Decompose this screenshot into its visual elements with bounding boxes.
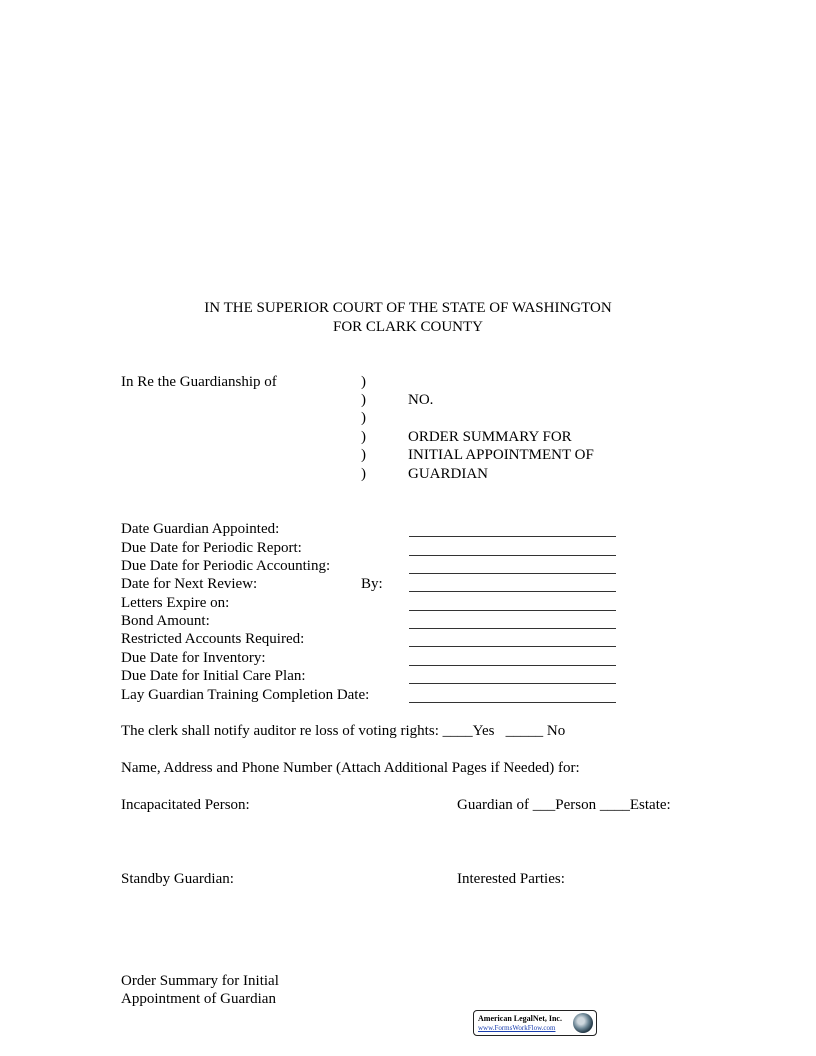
document-title-line: GUARDIAN — [408, 466, 488, 482]
guardian-of-label: Guardian of ___Person ____Estate: — [457, 797, 671, 813]
field-label-bond-amount: Bond Amount: — [121, 613, 210, 629]
caption-paren: ) — [361, 410, 366, 426]
blank-line-periodic-accounting[interactable] — [409, 573, 616, 574]
in-re-label: In Re the Guardianship of — [121, 374, 277, 390]
court-heading-line2: FOR CLARK COUNTY — [332, 319, 483, 335]
field-label-by: By: — [361, 576, 383, 592]
blank-line-bond-amount[interactable] — [409, 628, 616, 629]
field-label-training-date: Lay Guardian Training Completion Date: — [121, 687, 370, 703]
blank-line-training-date[interactable] — [409, 702, 616, 703]
field-label-date-appointed: Date Guardian Appointed: — [121, 521, 280, 537]
standby-guardian-label: Standby Guardian: — [121, 871, 234, 887]
field-label-periodic-report: Due Date for Periodic Report: — [121, 540, 302, 556]
field-label-letters-expire: Letters Expire on: — [121, 595, 230, 611]
blank-line-periodic-report[interactable] — [409, 555, 616, 556]
caption-paren: ) — [361, 392, 366, 408]
interested-parties-label: Interested Parties: — [457, 871, 565, 887]
blank-line-care-plan[interactable] — [409, 683, 616, 684]
american-legalnet-logo[interactable] — [473, 1010, 597, 1036]
blank-line-inventory[interactable] — [409, 665, 616, 666]
footer-title-line2: Appointment of Guardian — [121, 991, 276, 1007]
blank-line-date-appointed[interactable] — [409, 536, 616, 537]
field-label-periodic-accounting: Due Date for Periodic Accounting: — [121, 558, 331, 574]
incapacitated-person-label: Incapacitated Person: — [121, 797, 250, 813]
blank-line-next-review[interactable] — [409, 591, 616, 592]
field-label-inventory: Due Date for Inventory: — [121, 650, 266, 666]
case-number-label: NO. — [408, 392, 434, 408]
caption-paren: ) — [361, 466, 366, 482]
caption-paren: ) — [361, 374, 366, 390]
caption-paren: ) — [361, 447, 366, 463]
blank-line-letters-expire[interactable] — [409, 610, 616, 611]
caption-paren: ) — [361, 429, 366, 445]
contact-heading: Name, Address and Phone Number (Attach Additional Pages if Needed) for: — [121, 760, 580, 776]
footer-title-line1: Order Summary for Initial — [121, 973, 279, 989]
logo-url-link[interactable]: www.FormsWorkFlow.com — [478, 1024, 556, 1032]
court-heading-line1: IN THE SUPERIOR COURT OF THE STATE OF WASHINGTON — [204, 300, 612, 316]
globe-icon — [573, 1013, 593, 1033]
voting-rights-line: The clerk shall notify auditor re loss of voting rights: ____Yes _____ No — [121, 723, 566, 739]
field-label-restricted-accounts: Restricted Accounts Required: — [121, 631, 305, 647]
logo-company-name: American LegalNet, Inc. — [478, 1014, 562, 1023]
field-label-care-plan: Due Date for Initial Care Plan: — [121, 668, 306, 684]
field-label-next-review: Date for Next Review: — [121, 576, 258, 592]
document-title-line: ORDER SUMMARY FOR — [408, 429, 572, 445]
blank-line-restricted-accounts[interactable] — [409, 646, 616, 647]
document-title-line: INITIAL APPOINTMENT OF — [408, 447, 594, 463]
